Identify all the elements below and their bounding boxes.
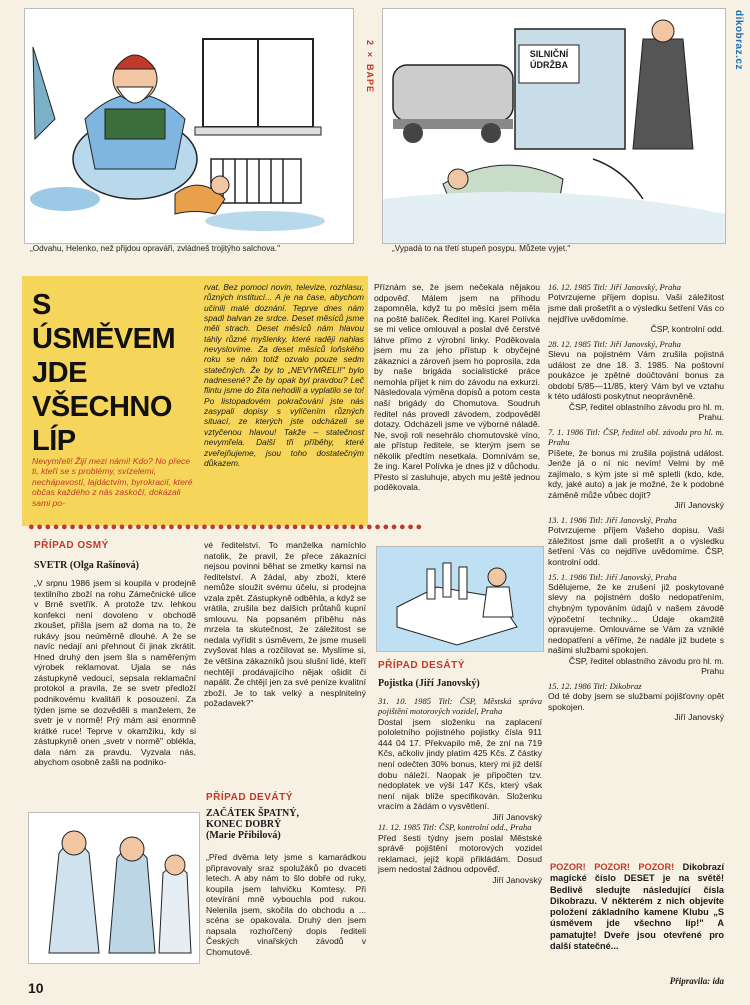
- intro-red-text: Nevymřeli! Žijí mezi námi! Kdo? No přece ti, kteří se s problémy, svízelemi, nechápavostí, lajdáctvím, byrokracií, které občas každého z nás zaskočí, dokázali sami po-: [32, 456, 193, 508]
- case9-subtitle-line-2: KONEC DOBRÝ: [206, 819, 282, 830]
- letter8-body: Od té doby jsem se službami pojišťovny opět spokojen.: [548, 691, 724, 712]
- letter4-body: Slevu na pojistném Vám zrušila pojistná událost ze dne 18. 3. 1985. Na poštovní poukázce je zpětné doúčtování bonus za období 5/85—11/85, který Vám byl ve vztahu k této události poskytnut neoprávněně.: [548, 349, 724, 402]
- letter7-body: Sdělujeme, že ke zrušení již poskytované slevy na pojistném došlo nedopatřením, chybným typováním údajů v našem závodě výpočetní techniky... Údaje okamžitě opravujeme. Omlouváme se Vám za vzniklé nedopatření a věříme, že nadále již budete s našimi službami spokojen.: [548, 581, 724, 656]
- pozor-announcement: [550, 862, 724, 972]
- letter2-body: Před šesti týdny jsem poslal Městské správě pojištění motorových vozidel reklamaci, jejíž kopii přikládám. Dosud jsem nedostal žádnou odpověď.: [378, 832, 542, 875]
- men-chatting-drawing: [29, 813, 199, 963]
- letter4-signature: ČSP, ředitel oblastního závodu pro hl. m. Prahu.: [568, 401, 724, 423]
- men-chatting-illustration: [28, 812, 200, 964]
- page-headline: [32, 288, 192, 458]
- letter3-signature: ČSP, kontrolní odd.: [650, 324, 724, 335]
- letter7-signature: ČSP, ředitel oblastního závodu pro hl. m. Prahu: [568, 655, 724, 677]
- letter6-head: 13. 1. 1986 Titl: Jiří Janovský, Praha: [548, 514, 677, 525]
- case10-letters-col2: [548, 282, 724, 856]
- case9-text: „Před dvěma lety jsme s kamarádkou připravovaly sraz spolužáků po dvaceti letech. A aby nám to šlo dobře od ruky, koupila jsem lahvičku Komtesy. Při otevírání mně vybouchla pod rukou. Nelenila jsem, skočila do obchodu a ... scéna se opakovala. Druhý den jsem napsala rozhořčený dopis řediteli Českých vinařských závodů v Chomutově.: [206, 852, 366, 957]
- case9-subtitle-line-1: ZAČÁTEK ŠPATNÝ,: [206, 808, 299, 819]
- cartoon-road-maintenance-illustration: [383, 9, 725, 243]
- letter3-head: 16. 12. 1985 Titl: Jiří Janovský, Praha: [548, 282, 681, 292]
- letter1-head: 31. 10. 1985 Titl: ČSP, Městská správa pojištění motorových vozidel, Praha: [378, 696, 542, 717]
- credit-line: Připravila: ida: [669, 976, 724, 986]
- cartoon-ice-rink-illustration: [25, 9, 353, 243]
- case8-title: PŘÍPAD OSMÝ: [34, 540, 109, 551]
- case10-letters-col1: [378, 696, 542, 996]
- letter8-head: 15. 12. 1986 Titl: Dikobraz: [548, 680, 642, 691]
- case10-title: PŘÍPAD DESÁTÝ: [378, 660, 465, 671]
- case8-subtitle: SVETR (Olga Rašínová): [34, 560, 140, 571]
- letter4-head: 28. 12. 1985 Titl: Jiří Janovský, Praha: [548, 338, 681, 349]
- cartoon-right-caption: „Vypadá to na třetí stupeň posypu. Můžete vyjet.": [392, 244, 571, 253]
- headline-line-1: S ÚSMĚVEM: [32, 289, 176, 355]
- case8-text-col2: vé ředitelství. To manželka namíchlo natolik, že pravil, že přece zákazníci nejsou povinni běhat se zmetky kamsi na ředitelství. A žádal, aby zboží, které nemůže sloužit svému účelu, si prodejna vzala zpět. Zástupkyně odběhla, a když se vrátila, zrušila bez dalších průtahů kupní smlouvu. Na popsaném příběhu nás mrzela ta skutečnost, že záležitost se nedala vyřídit s úsměvem, že jsme museli zvyšovat hlas a rozčilovat se. Myslíme si, že většina zákazníků jsou slušní lidé, kteří nechtějí prodávajícího nějak ošidit či napálit. Že chtějí jen za své peníze kvalitní zboží. Je to tak velký a nesplnitelný požadavek?": [204, 540, 366, 709]
- cartoon-label: 2 × BAPE: [365, 40, 375, 94]
- letter6-body: Potvrzujeme příjem Vašeho dopisu. Vaši záležitost jsme dali prošetřit a o výsledku šetření Vás co nejdříve uvědomíme. ČSP, kontrolní odd.: [548, 525, 724, 567]
- case10-subtitle: Pojistka (Jiří Janovský): [378, 678, 480, 689]
- pozor-lead: POZOR! POZOR! POZOR!: [550, 862, 675, 872]
- case8-text-col1: „V srpnu 1986 jsem si koupila v prodejně textilního zboží na rohu Zámečnické ulice v Brně svetřík. A protože tzv. lehkou konfekci není dovoleno v obchodě zkoušet, přišla jsem až doma na to, že rukávy jsou neúměrně dlouhé. A že se navíc nedají ani přehnout či jinak zkrátit. Hned druhý den jsem šla s naměřeným výrobek reklamovat. Ujala se nás zástupkyně vedoucí, sepsala reklamační protokol a pravila, že se svetr předloží podnikovému kvalitáři k posouzení. Za týden jsme se dozvěděli s manželem, že svetr je v normě! Prý mám asi enormně krátké ruce! Teprve v okamžiku, kdy si zástupkyně onen „svetr v normě" oblékla, dala nám za pravdu. Vyzvala nás, abychom osobně zašli na podniko-: [34, 578, 196, 768]
- headline-line-4: LÍP: [32, 425, 76, 457]
- letter2-head: 11. 12. 1985 Titl: ČSP, kontrolní odd., Praha: [378, 822, 532, 833]
- dotted-divider: ●●●●●●●●●●●●●●●●●●●●●●●●●●●●●●●●●●●●●●●●●●●●●●●●: [28, 521, 424, 533]
- letter2-signature: Jiří Janovský: [492, 874, 542, 885]
- site-watermark: dikobraz.cz: [733, 10, 744, 70]
- letter3-body: Potvrzujeme příjem dopisu. Vaši záležitost jsme dali prošetřit a o výsledku šetření Vás co nejdříve uvědomíme.: [548, 292, 724, 324]
- bottles-box-illustration: [376, 546, 544, 652]
- cartoon-left-caption: „Odvahu, Helenko, než přijdou opraváři, zvládneš trojitýho salchova.": [30, 244, 281, 253]
- intro-continued: rvat. Bez pomoci novin, televize, rozhlasu, různých institucí... A je na čase, abychom učinili malé doznání. Teprve dnes nám spadl balvan ze srdce. Deset měsíců jsme měli strach. Deset měsíců nám hlavou táhly různé myšlenky, které raději nahlas nevyslovíme. Za deset měsíců loňského roku se nám totiž ozvalo pouze sedm statečných. Že by to „NEVYMŘELI!" bylo nadnesené? Že by opak byl pravdou? Leč flintu jsme do žita nehodili a vyplatilo se to! Po listopadovém pokračování jste nás zasypali dopisy s vylíčením různých situací, ze kterých jste odcházeli se vztyčenou hlavou! Takže – statečnost nevymřela. Další tři příběhy, které zveřejňujeme, jsou toho dostatečným důkazem.: [204, 282, 364, 468]
- headline-line-3: VŠECHNO: [32, 391, 172, 423]
- letter1-body: Dostal jsem složenku na zaplacení pololetního pojistného pojistky čísla 911 444 04 17. Překvapilo mě, že zní na 719 Kčs, ačkoliv jindy platím 425 Kčs. Z částky není odečten 30% bonus, který mi již delší dobu náleží. Naopak je připočten tzv. nedoplatek ve výši 147 Kčs, který však není nijak blíže specifikován. Složenku vracím a žádám o vysvětlení.: [378, 716, 542, 812]
- cartoon-left: [24, 8, 354, 244]
- letter7-head: 15. 1. 1986 Titl: Jiří Janovský, Praha: [548, 571, 677, 582]
- letter5-signature: Jiří Janovský: [674, 500, 724, 511]
- letter8-signature: Jiří Janovský: [674, 712, 724, 723]
- bottles-box-drawing: [377, 547, 543, 651]
- road-maintenance-sign: SILNIČNÍ ÚDRŽBA: [529, 49, 569, 70]
- headline-line-2: JDE: [32, 357, 87, 389]
- pozor-text: Dikobrazí magické číslo DESET je na světě! Bedlivě sledujte následující čísla Dikobrazu. V některém z nich objevíte položení základního kamene Klubu „S úsměvem jde všechno líp!" A pamatujte! Dveře jsou otevřené pro další statečné...: [550, 862, 724, 952]
- case9-subtitle: [206, 808, 299, 841]
- case9-title: PŘÍPAD DEVÁTÝ: [206, 792, 293, 803]
- letter1-signature: Jiří Janovský: [492, 811, 542, 822]
- cartoon-right: [382, 8, 726, 244]
- letter5-body: Píšete, že bonus mi zrušila pojistná událost. Jenže já o ní nic nevím! Velmi by mě zajímalo, s kým jste si mě spletli (kdo, kde, kdy, jaké auto) a jak je možné, že k podobné záměně může vůbec dojít?: [548, 447, 724, 500]
- col3-story-end: Příznám se, že jsem nečekala nějakou odpověď. Málem jsem na příhodu zapomněla, když tu po měsíci jsem měla na poště balíček. Ředitel ing. Karel Polívka se mi velice omlouval a poslal dvě čerstvé láhve přímo z výrobní linky. Poděkovala jsem mu za jeho přístup k obyčejné zákaznici a zároveň jsem ho poprosila, zda by naše brigáda socialistické práce nemohla přijet k nim do závodu na exkurzi. Následovala výměna dopisů a potom cesta naší brigády do Chomutova. Soudruh ředitel nás provedl závodem, zodpověděl dotazy. Odcházeli jsme ve výborné náladě. Ne, svoji roli nesehrálo chomutovské víno, ale přístup ředitele, se kterým jsem se několik předtím nesetkala. Domnívám se, že ing. Karel Polívka je dnes již v důchodu. Přesto si zasluhuje, abych mu ještě jednou poděkovala.: [374, 282, 540, 493]
- page-number: 10: [28, 980, 44, 996]
- letter5-head: 7. 1. 1986 Titl: ČSP, ředitel obl. závodu pro hl. m. Prahu: [548, 426, 724, 448]
- case9-subtitle-line-3: (Marie Přibilová): [206, 830, 281, 841]
